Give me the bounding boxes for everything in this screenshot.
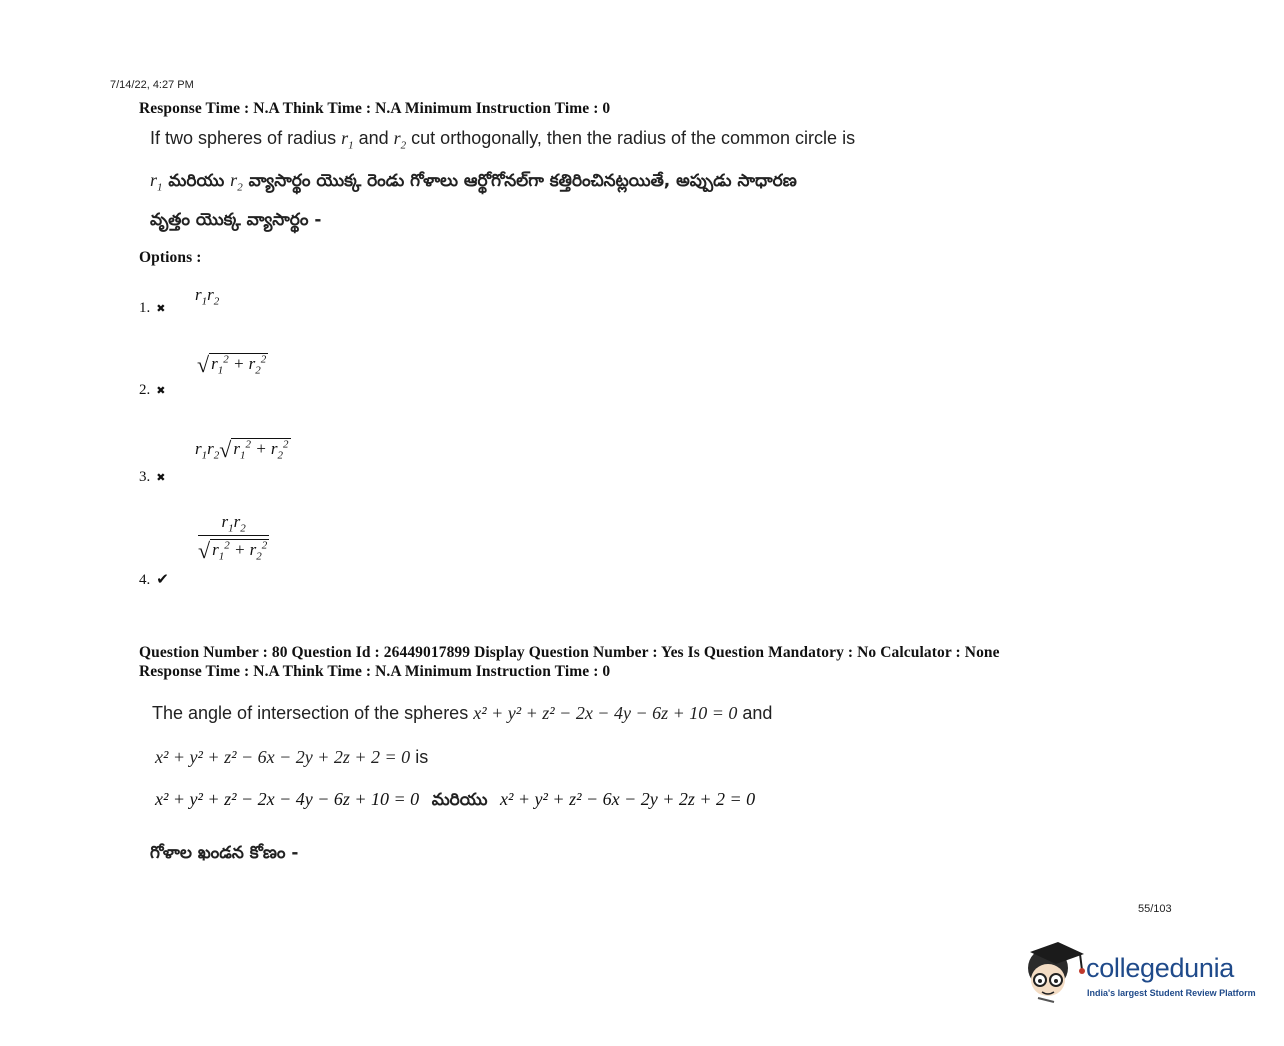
wrong-mark-icon: ✖	[156, 384, 166, 397]
collegedunia-brand: collegedunia	[1086, 953, 1235, 983]
option-3-formula: $r_1r_2√$ $r_1^2 + r_2^2$	[195, 437, 289, 462]
r1-symbol: $r_1$	[341, 128, 354, 152]
correct-mark-icon: ✔	[156, 570, 169, 588]
wrong-mark-icon: ✖	[156, 302, 166, 315]
collegedunia-tagline: India's largest Student Review Platform	[1087, 988, 1256, 998]
option-3: 3. ✖	[139, 469, 166, 485]
q80-telugu-line-1: x² + y² + z² − 2x − 4y − 6z + 10 = 0 మరియు x² + y² + z² − 6x − 2y + 2z + 2 = 0	[155, 789, 756, 810]
options-label: Options :	[139, 249, 202, 266]
q80-meta-line-1: Question Number : 80 Question Id : 26449017899 Display Question Number : Yes Is Question Mandatory : No Calculator : None	[139, 644, 1000, 661]
q79-telugu-line-1: $r_1$ మరియు $r_2$ వ్యాసార్థం యొక్క రెండు గోళాలు ఆర్థోగోనల్‌గా కత్తిరించినట్లయితే, అప్పుడు సాధారణ	[150, 170, 797, 194]
q79-english-text: If two spheres of radius $r_1$ and $r_2$ cut orthogonally, then the radius of the common circle is	[150, 128, 856, 152]
page-number: 55/103	[1138, 903, 1172, 915]
q80-meta-line-2: Response Time : N.A Think Time : N.A Minimum Instruction Time : 0	[139, 663, 611, 680]
collegedunia-mascot-icon	[1024, 938, 1088, 1006]
option-1-formula: $r_1r_2$	[195, 285, 220, 308]
q79-meta: Response Time : N.A Think Time : N.A Minimum Instruction Time : 0	[139, 100, 611, 117]
q80-english-line-1: The angle of intersection of the spheres x² + y² + z² − 2x − 4y − 6z + 10 = 0 and	[152, 703, 773, 723]
r2-symbol: $r_2$	[393, 128, 407, 152]
option-2: 2. ✖	[139, 382, 166, 398]
option-1: 1. ✖	[139, 300, 166, 316]
wrong-mark-icon: ✖	[156, 471, 166, 484]
q80-telugu-line-2: గోళాల ఖండన కోణం -	[150, 843, 299, 863]
option-4-formula: $\frac{r_1r_2}{√ r_1^2 + r_2^2}$	[198, 512, 268, 564]
option-4: 4. ✔	[139, 570, 169, 588]
print-timestamp: 7/14/22, 4:27 PM	[110, 79, 194, 91]
q79-telugu-line-2: వృత్తం యొక్క వ్యాసార్థం -	[150, 210, 322, 230]
option-2-formula: √ $r_1^2 + r_2^2$	[197, 352, 267, 377]
q80-english-line-2: x² + y² + z² − 6x − 2y + 2z + 2 = 0 is	[155, 747, 429, 767]
